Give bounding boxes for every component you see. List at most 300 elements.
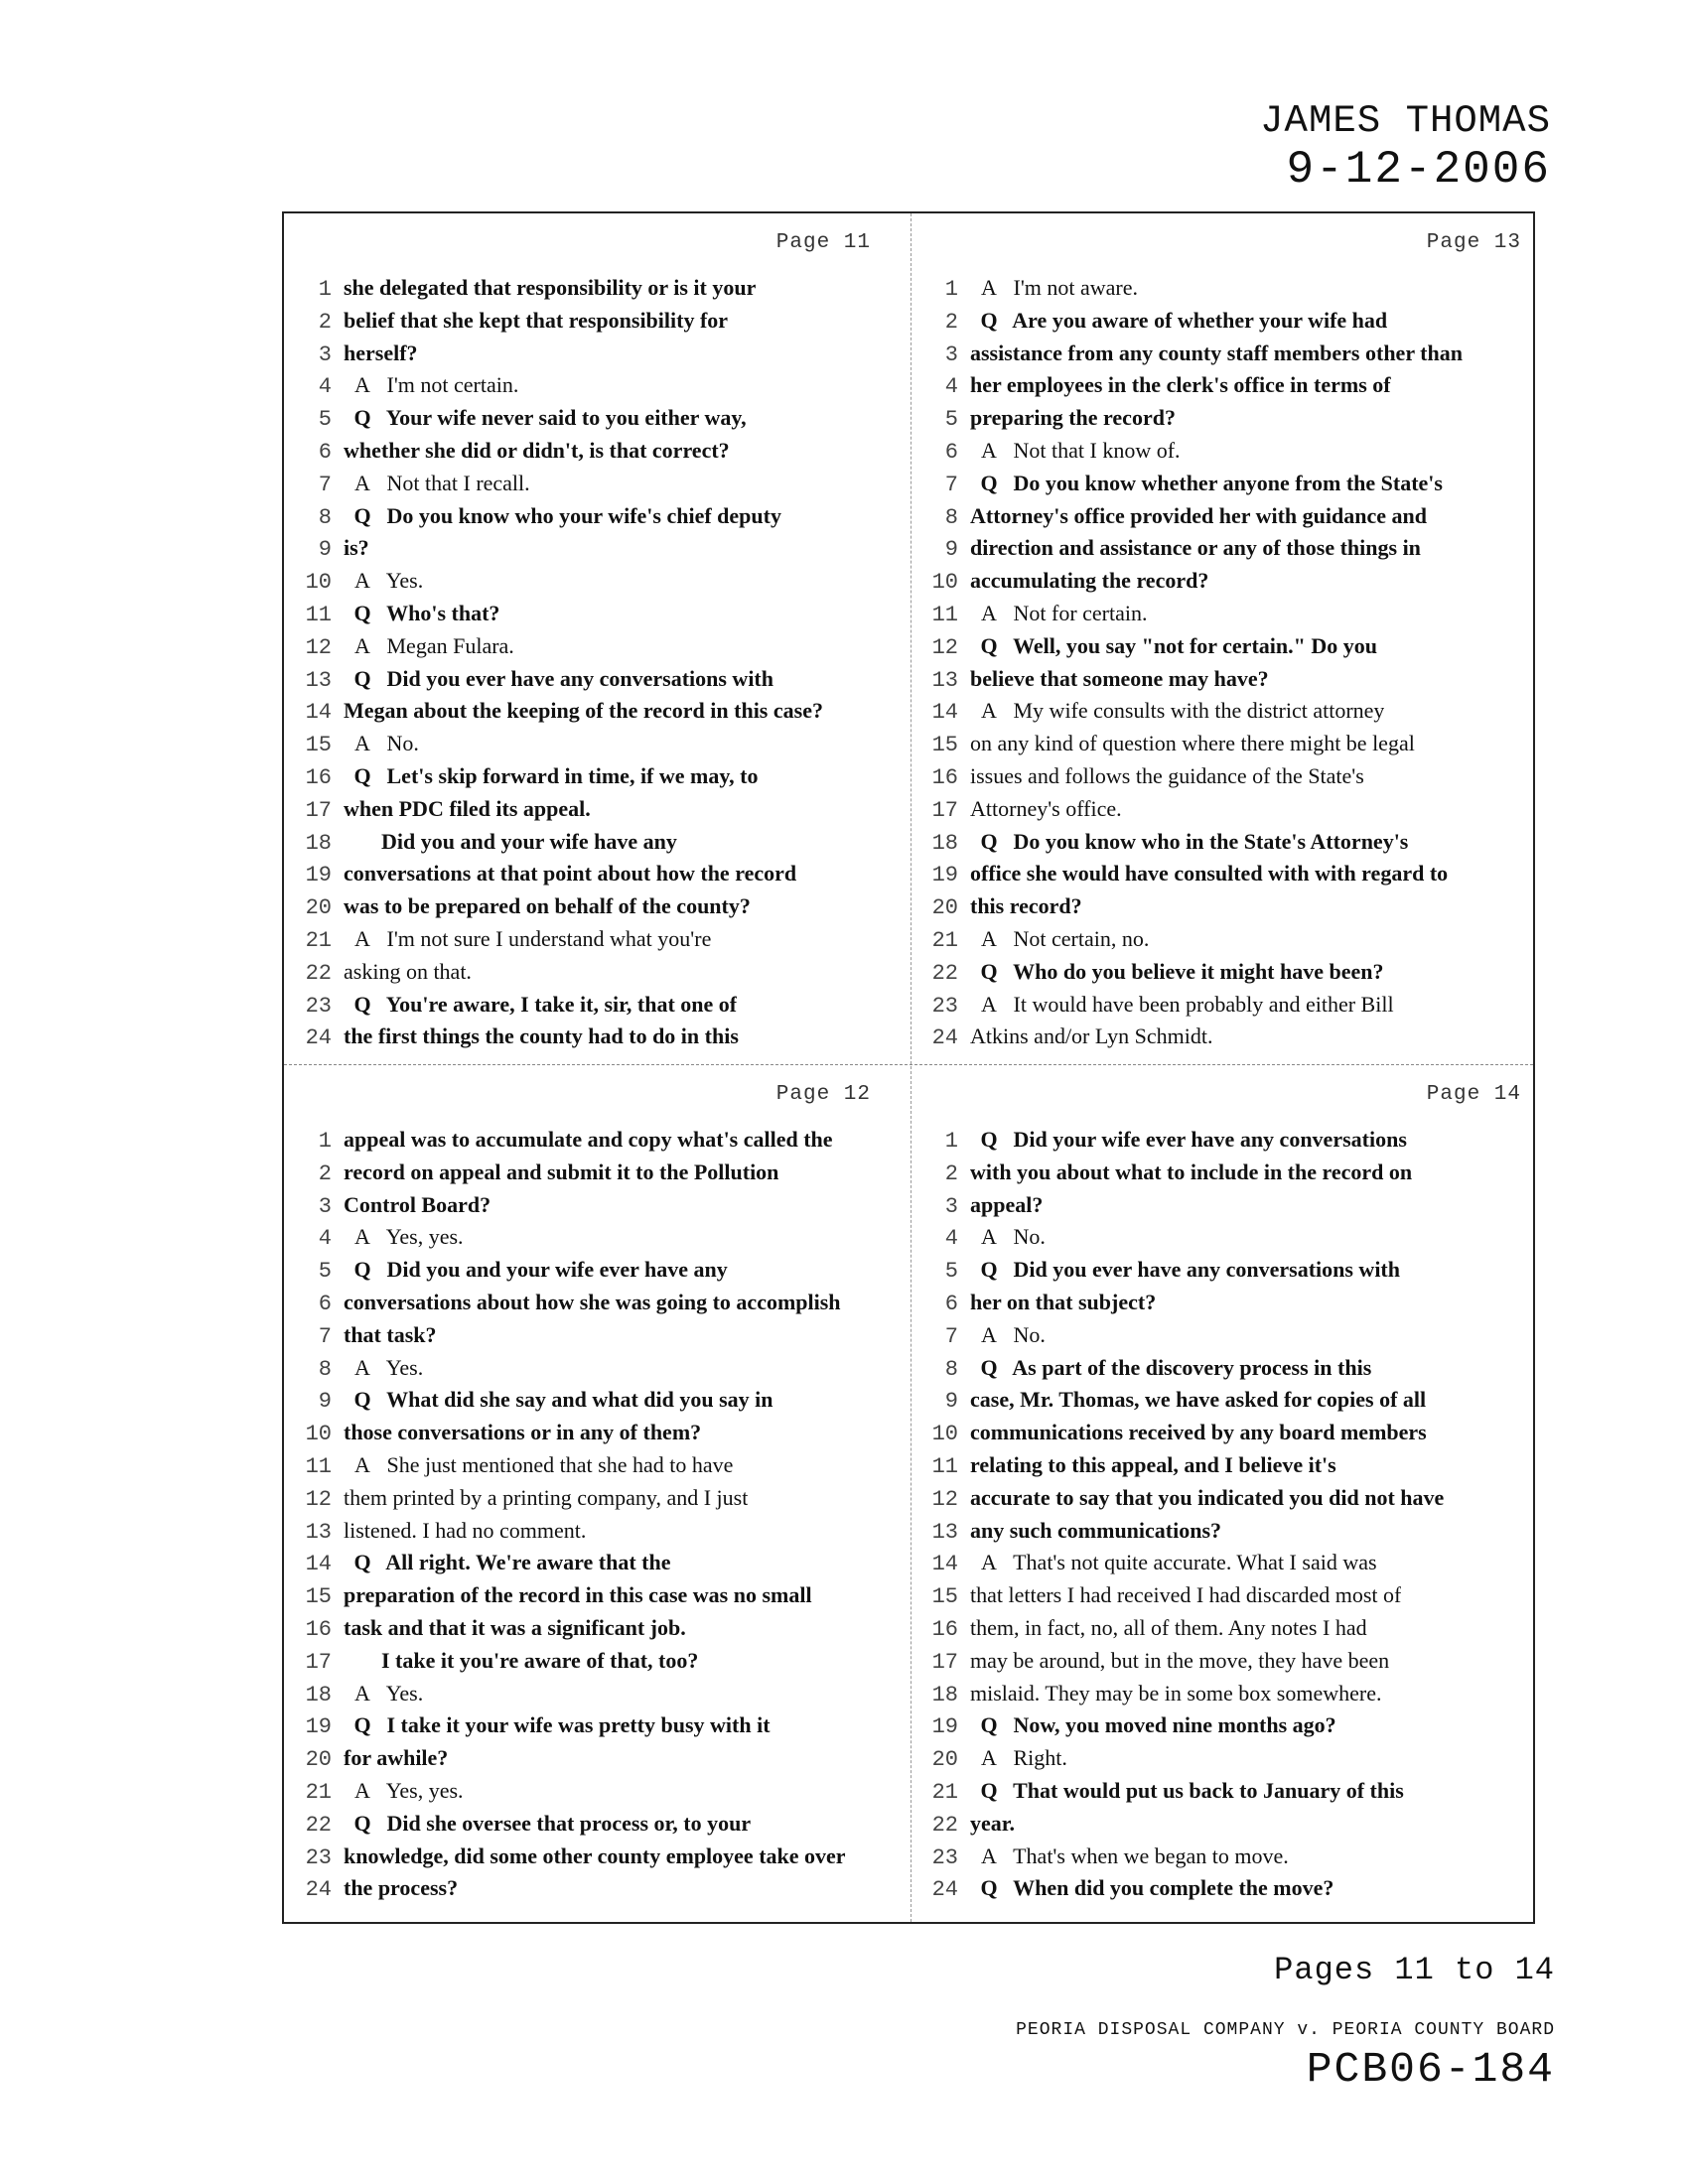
line-number: 18 — [931, 1682, 958, 1707]
transcript-line — [911, 698, 1535, 731]
question-marker: Q — [353, 1810, 371, 1836]
line-text: Did she oversee that process or, to your — [386, 1810, 752, 1836]
line-number: 24 — [305, 1877, 332, 1903]
transcript-line — [284, 1615, 911, 1648]
line-number: 9 — [318, 537, 332, 563]
question-marker: Q — [353, 1712, 371, 1738]
line-content — [958, 1485, 1444, 1511]
line-content — [332, 829, 677, 855]
transcript-line — [284, 568, 911, 601]
line-content — [332, 1778, 464, 1804]
line-number: 1 — [318, 1129, 332, 1154]
line-text: is? — [344, 535, 369, 561]
answer-marker: A — [981, 698, 997, 724]
transcript-line — [911, 796, 1535, 829]
line-number: 8 — [944, 504, 958, 530]
line-content — [332, 535, 369, 561]
line-content — [958, 1387, 1426, 1413]
line-content — [332, 763, 758, 789]
transcript-line — [284, 633, 911, 666]
transcript-line — [284, 1811, 911, 1843]
line-content — [332, 1681, 423, 1706]
answer-marker: A — [981, 275, 997, 300]
line-text: I'm not aware. — [1013, 275, 1139, 300]
line-content — [958, 1745, 1067, 1771]
line-content — [332, 275, 756, 301]
transcript-line — [284, 959, 911, 992]
transcript-line — [911, 1192, 1535, 1225]
line-content — [332, 1160, 778, 1185]
line-number: 12 — [931, 1486, 958, 1512]
pages-range: Pages 11 to 14 — [1274, 1952, 1555, 1988]
line-text: herself? — [344, 340, 418, 365]
transcript-line — [911, 1355, 1535, 1388]
line-content — [332, 1843, 846, 1869]
line-number: 3 — [944, 341, 958, 367]
line-text: Yes. — [385, 1680, 424, 1706]
line-text: Yes, yes. — [385, 1777, 464, 1803]
transcript-line — [284, 405, 911, 438]
line-number: 15 — [931, 1584, 958, 1610]
transcript-line — [911, 763, 1535, 796]
line-content — [958, 1160, 1412, 1185]
line-number: 12 — [931, 634, 958, 660]
line-text: those conversations or in any of them? — [344, 1420, 702, 1445]
line-content — [958, 829, 1408, 855]
line-text: the first things the county had to do in this — [344, 1024, 739, 1049]
answer-marker: A — [981, 1843, 997, 1868]
line-text: Not that I recall. — [386, 470, 530, 495]
transcript-line — [911, 341, 1535, 373]
line-number: 20 — [305, 1747, 332, 1773]
line-text: Control Board? — [344, 1191, 491, 1217]
line-content — [332, 1615, 686, 1641]
line-text: Your wife never said to you either way, — [385, 405, 747, 431]
line-number: 23 — [931, 993, 958, 1019]
question-marker: Q — [353, 762, 371, 788]
line-text: Yes. — [385, 568, 424, 594]
line-content — [958, 1582, 1401, 1608]
answer-marker: A — [981, 1224, 997, 1250]
transcript-line — [284, 1160, 911, 1192]
line-number: 20 — [931, 1747, 958, 1773]
transcript-lines — [911, 275, 1535, 1056]
line-text: them, in fact, no, all of them. Any notes I had — [970, 1614, 1367, 1640]
transcript-line — [911, 405, 1535, 438]
line-content — [332, 1355, 423, 1381]
line-number: 11 — [305, 602, 332, 627]
line-text: Did you ever have any conversations with — [1013, 1257, 1400, 1283]
line-number: 17 — [931, 797, 958, 823]
line-text: this record? — [970, 893, 1082, 919]
line-number: 18 — [305, 1682, 332, 1707]
transcript-line — [284, 1582, 911, 1615]
transcript-line — [911, 666, 1535, 699]
line-text: No. — [1013, 1224, 1046, 1250]
line-content — [332, 731, 419, 756]
line-content — [958, 1875, 1333, 1901]
line-content — [332, 992, 737, 1018]
line-text: any such communications? — [970, 1517, 1222, 1543]
question-marker: Q — [353, 1257, 371, 1283]
line-number: 14 — [931, 1552, 958, 1577]
transcript-line — [911, 1160, 1535, 1192]
transcript-line — [911, 1712, 1535, 1745]
line-number: 6 — [318, 1291, 332, 1316]
question-marker: Q — [980, 1127, 998, 1152]
line-content — [332, 1648, 698, 1674]
line-text: accurate to say that you indicated you did not have — [970, 1484, 1445, 1510]
line-content — [958, 1024, 1212, 1049]
transcript-line — [284, 308, 911, 341]
line-text: As part of the discovery process in this — [1012, 1354, 1372, 1380]
line-number: 23 — [305, 993, 332, 1019]
line-number: 7 — [318, 1323, 332, 1349]
line-text: She just mentioned that she had to have — [386, 1451, 734, 1477]
line-content — [958, 1355, 1371, 1381]
question-marker: Q — [980, 1875, 998, 1901]
line-number: 22 — [931, 1812, 958, 1838]
line-text: issues and follows the guidance of the State's — [970, 762, 1364, 788]
line-number: 17 — [305, 1649, 332, 1675]
question-marker: Q — [980, 1712, 998, 1738]
question-marker: Q — [353, 991, 371, 1017]
line-text: record on appeal and submit it to the Pollution — [344, 1159, 779, 1184]
transcript-line — [911, 1582, 1535, 1615]
answer-marker: A — [354, 731, 370, 756]
transcript-line — [911, 1681, 1535, 1713]
line-content — [332, 1550, 670, 1575]
transcript-line — [284, 438, 911, 471]
line-text: that letters I had received I had discarded most of — [970, 1582, 1402, 1608]
transcript-line — [911, 535, 1535, 568]
line-content — [958, 535, 1421, 561]
transcript-line — [911, 308, 1535, 341]
transcript-line — [911, 1843, 1535, 1876]
line-text: Megan about the keeping of the record in this case? — [344, 698, 823, 724]
line-number: 3 — [318, 341, 332, 367]
transcript-line — [284, 1778, 911, 1811]
line-content — [332, 1485, 748, 1511]
line-content — [958, 926, 1149, 952]
answer-marker: A — [354, 1224, 370, 1250]
line-number: 24 — [931, 1877, 958, 1903]
line-text: preparing the record? — [970, 405, 1176, 431]
line-number: 21 — [931, 927, 958, 953]
line-content — [958, 372, 1391, 398]
line-text: Not certain, no. — [1013, 925, 1150, 951]
line-number: 4 — [944, 374, 958, 400]
transcript-page-12 — [284, 1065, 911, 1922]
line-number: 5 — [318, 407, 332, 433]
question-marker: Q — [353, 665, 371, 691]
line-content — [958, 633, 1377, 659]
line-content — [958, 1615, 1367, 1641]
transcript-line — [911, 1550, 1535, 1582]
transcript-line — [911, 1024, 1535, 1056]
transcript-line — [284, 1420, 911, 1452]
line-text: That would put us back to January of this — [1013, 1777, 1404, 1803]
line-number: 6 — [318, 439, 332, 465]
question-marker: Q — [353, 600, 371, 625]
line-content — [958, 1681, 1381, 1706]
line-number: 17 — [305, 797, 332, 823]
line-content — [958, 1290, 1156, 1315]
line-number: 16 — [305, 1616, 332, 1642]
line-content — [332, 1257, 728, 1283]
line-content — [958, 959, 1384, 985]
line-content — [332, 372, 518, 398]
line-text: with you about what to include in the record on — [970, 1159, 1413, 1184]
transcript-line — [284, 861, 911, 893]
transcript-line — [284, 1355, 911, 1388]
line-content — [958, 471, 1443, 496]
transcript-line — [911, 731, 1535, 763]
line-text: for awhile? — [344, 1745, 449, 1771]
line-text: mislaid. They may be in some box somewhere. — [970, 1680, 1382, 1706]
transcript-line — [911, 992, 1535, 1024]
question-marker: Q — [980, 470, 998, 495]
line-number: 10 — [305, 1422, 332, 1447]
line-number: 13 — [305, 1519, 332, 1545]
transcript-line — [284, 1452, 911, 1485]
transcript-line — [911, 1648, 1535, 1681]
page-title: Page 12 — [775, 1083, 871, 1106]
line-text: You're aware, I take it, sir, that one of — [385, 991, 738, 1017]
line-text: appeal? — [970, 1191, 1044, 1217]
line-text: My wife consults with the district attorney — [1013, 698, 1385, 724]
line-content — [958, 861, 1448, 887]
line-number: 10 — [931, 570, 958, 596]
line-number: 2 — [944, 309, 958, 335]
transcript-line — [284, 1712, 911, 1745]
line-number: 9 — [944, 1389, 958, 1415]
line-number: 13 — [931, 667, 958, 693]
line-text: office she would have consulted with with regard to — [970, 861, 1449, 887]
line-number: 9 — [944, 537, 958, 563]
question-marker: Q — [353, 502, 371, 528]
transcript-line — [284, 926, 911, 959]
question-marker: Q — [980, 1777, 998, 1803]
line-number: 4 — [318, 374, 332, 400]
line-content — [332, 471, 530, 496]
line-content — [958, 405, 1176, 431]
line-number: 5 — [944, 407, 958, 433]
answer-marker: A — [354, 1680, 370, 1706]
line-text: case, Mr. Thomas, we have asked for copies of all — [970, 1387, 1427, 1413]
answer-marker: A — [354, 1777, 370, 1803]
line-content — [958, 893, 1082, 919]
line-number: 15 — [931, 733, 958, 758]
line-number: 12 — [305, 634, 332, 660]
line-content — [958, 1257, 1400, 1283]
question-marker: Q — [980, 1354, 998, 1380]
line-text: year. — [970, 1810, 1016, 1836]
line-number: 10 — [931, 1422, 958, 1447]
line-number: 4 — [944, 1226, 958, 1252]
line-content — [958, 731, 1415, 756]
line-content — [332, 405, 747, 431]
line-content — [958, 1192, 1043, 1218]
line-number: 2 — [318, 309, 332, 335]
transcript-line — [284, 601, 911, 633]
transcript-line — [911, 1452, 1535, 1485]
line-text: believe that someone may have? — [970, 665, 1269, 691]
question-marker: Q — [980, 958, 998, 984]
line-content — [958, 1518, 1221, 1544]
line-number: 23 — [931, 1844, 958, 1870]
line-text: No. — [1013, 1321, 1046, 1347]
line-text: Who do you believe it might have been? — [1013, 958, 1384, 984]
line-number: 1 — [318, 277, 332, 302]
transcript-lines — [284, 1127, 911, 1908]
line-text: It would have been probably and either Bill — [1013, 991, 1394, 1017]
transcript-line — [284, 275, 911, 308]
line-text: knowledge, did some other county employee take over — [344, 1843, 846, 1868]
answer-marker: A — [354, 470, 370, 495]
transcript-line — [911, 1518, 1535, 1551]
transcript-line — [911, 1485, 1535, 1518]
answer-marker: A — [981, 925, 997, 951]
line-content — [958, 1452, 1336, 1478]
line-content — [958, 1778, 1404, 1804]
line-number: 20 — [305, 895, 332, 921]
line-number: 24 — [305, 1025, 332, 1051]
line-text: may be around, but in the move, they have been — [970, 1647, 1390, 1673]
transcript-line — [911, 829, 1535, 862]
transcript-line — [284, 1875, 911, 1908]
line-content — [958, 698, 1384, 724]
line-number: 23 — [305, 1844, 332, 1870]
transcript-line — [284, 1192, 911, 1225]
line-content — [332, 1420, 701, 1445]
transcript-line — [284, 1843, 911, 1876]
line-number: 3 — [944, 1193, 958, 1219]
transcript-line — [284, 1127, 911, 1160]
answer-marker: A — [981, 600, 997, 625]
transcript-line — [911, 959, 1535, 992]
transcript-page-11 — [284, 213, 911, 1065]
transcript-line — [911, 1811, 1535, 1843]
line-number: 20 — [931, 895, 958, 921]
line-content — [958, 763, 1364, 789]
line-text: Did your wife ever have any conversations — [1013, 1127, 1407, 1152]
line-content — [332, 601, 499, 626]
line-number: 21 — [305, 1779, 332, 1805]
line-content — [958, 1322, 1046, 1348]
line-number: 2 — [318, 1160, 332, 1186]
line-text: preparation of the record in this case was no small — [344, 1582, 812, 1608]
line-text: I take it you're aware of that, too? — [381, 1647, 699, 1673]
line-content — [958, 1224, 1046, 1250]
transcript-line — [284, 1518, 911, 1551]
transcript-line — [284, 503, 911, 536]
line-content — [332, 1387, 773, 1413]
transcript-line — [284, 1024, 911, 1056]
line-text: That's when we began to move. — [1013, 1843, 1289, 1868]
transcript-line — [284, 1681, 911, 1713]
line-number: 7 — [944, 1323, 958, 1349]
answer-marker: A — [354, 568, 370, 594]
deposition-date: 9-12-2006 — [1286, 144, 1551, 196]
line-number: 8 — [318, 504, 332, 530]
line-text: All right. We're aware that the — [385, 1550, 671, 1575]
line-number: 14 — [305, 700, 332, 726]
transcript-line — [911, 568, 1535, 601]
line-text: Did you and your wife ever have any — [386, 1257, 728, 1283]
question-marker: Q — [980, 828, 998, 854]
line-text: I'm not sure I understand what you're — [386, 925, 712, 951]
line-number: 5 — [318, 1259, 332, 1285]
transcript-line — [284, 1387, 911, 1420]
line-number: 9 — [318, 1389, 332, 1415]
line-content — [332, 1127, 833, 1153]
case-title: PEORIA DISPOSAL COMPANY v. PEORIA COUNTY BOARD — [1016, 2020, 1555, 2040]
transcript-line — [911, 503, 1535, 536]
transcript-line — [284, 372, 911, 405]
question-marker: Q — [353, 405, 371, 431]
line-content — [958, 308, 1387, 334]
line-content — [958, 666, 1269, 692]
line-text: Right. — [1013, 1745, 1067, 1771]
transcript-line — [284, 471, 911, 503]
line-content — [332, 1452, 733, 1478]
line-text: assistance from any county staff members other than — [970, 340, 1463, 365]
transcript-lines — [284, 275, 911, 1056]
line-text: No. — [386, 731, 419, 756]
line-number: 16 — [305, 764, 332, 790]
transcript-line — [911, 438, 1535, 471]
transcript-line — [911, 275, 1535, 308]
transcript-line — [284, 341, 911, 373]
transcript-line — [911, 1615, 1535, 1648]
line-number: 19 — [305, 863, 332, 888]
line-number: 11 — [931, 602, 958, 627]
transcript-line — [284, 731, 911, 763]
line-content — [332, 1224, 464, 1250]
line-number: 11 — [931, 1453, 958, 1479]
line-content — [332, 503, 781, 529]
page-title: Page 14 — [1426, 1083, 1521, 1106]
answer-marker: A — [354, 1451, 370, 1477]
transcript-line — [284, 1550, 911, 1582]
answer-marker: A — [981, 1550, 997, 1575]
line-number: 2 — [944, 1160, 958, 1186]
question-marker: Q — [980, 632, 998, 658]
line-content — [958, 1712, 1336, 1738]
transcript-line — [911, 601, 1535, 633]
line-content — [958, 568, 1208, 594]
line-number: 15 — [305, 733, 332, 758]
line-number: 12 — [305, 1486, 332, 1512]
line-content — [332, 1322, 437, 1348]
line-number: 21 — [305, 927, 332, 953]
transcript-line — [284, 535, 911, 568]
page-title: Page 11 — [775, 231, 871, 254]
line-text: Do you know whether anyone from the State's — [1013, 470, 1443, 495]
line-number: 21 — [931, 1779, 958, 1805]
transcript-line — [284, 1322, 911, 1355]
line-content — [332, 861, 796, 887]
line-text: What did she say and what did you say in — [386, 1387, 773, 1413]
line-content — [958, 1127, 1407, 1153]
line-text: listened. I had no comment. — [344, 1517, 587, 1543]
line-text: on any kind of question where there might be legal — [970, 731, 1415, 756]
transcript-line — [911, 372, 1535, 405]
line-content — [332, 1192, 491, 1218]
page-title: Page 13 — [1426, 231, 1521, 254]
case-number: PCB06-184 — [1306, 2045, 1555, 2094]
